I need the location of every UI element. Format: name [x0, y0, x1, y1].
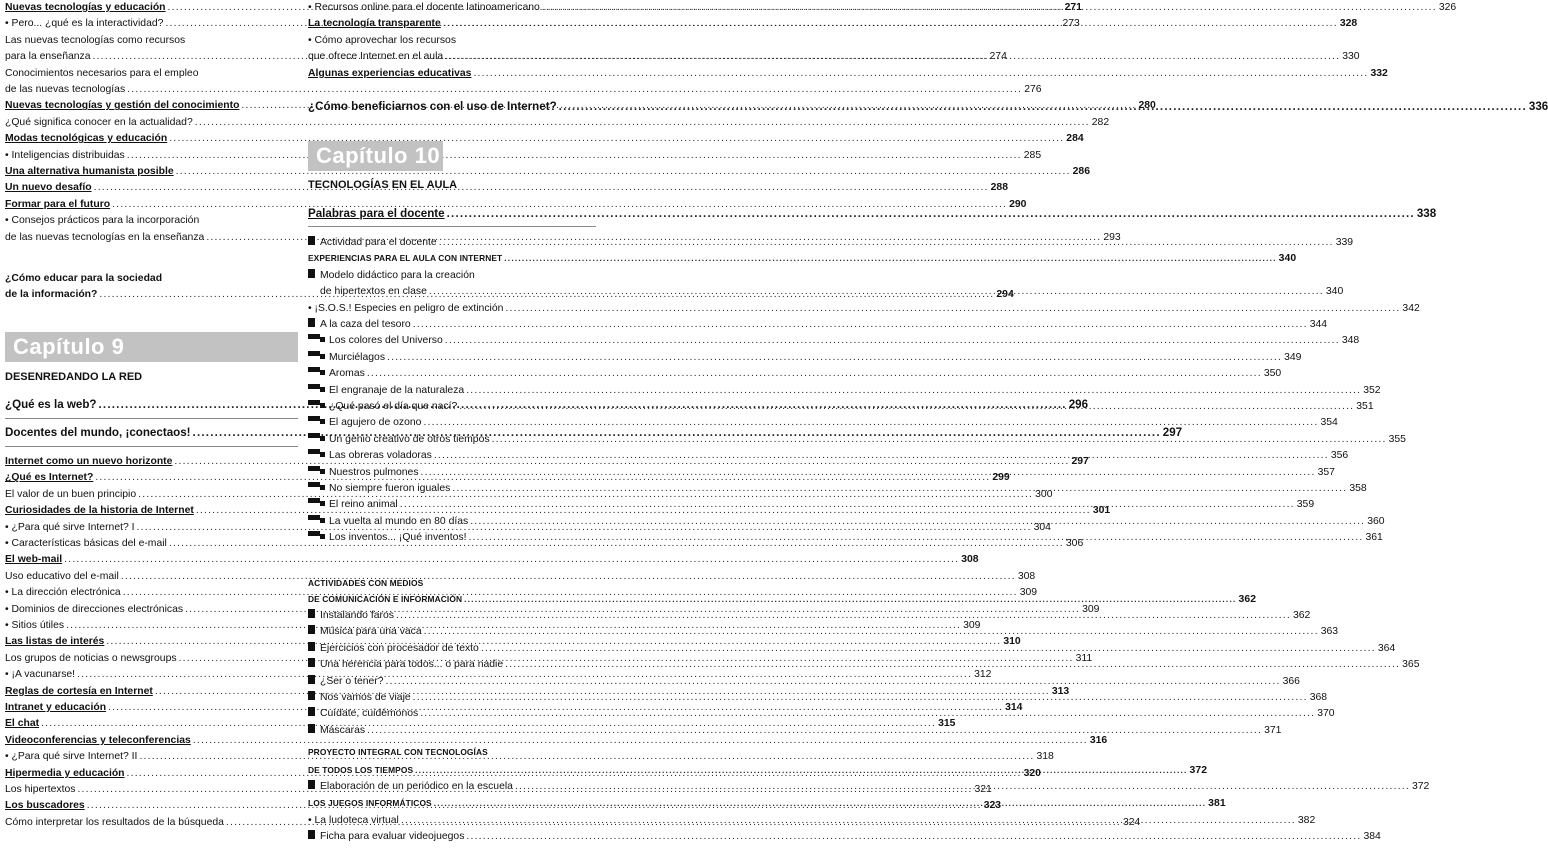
- entry-title: Conocimientos necesarios para el empleo: [5, 67, 199, 79]
- toc-entry-un-genio-creativo-de-otros-tiempos: [308, 433, 1406, 445]
- toc-entry-como-aprovechar-los-recursos: [308, 34, 596, 47]
- page-number: 314: [1005, 702, 1023, 713]
- activities-heading-line-1: ACTIVIDADES CON MEDIOS: [308, 578, 424, 588]
- small-square-bullet-icon: [320, 370, 325, 375]
- page-number: 324: [1122, 816, 1141, 828]
- square-bullet-icon: [308, 832, 315, 839]
- entry-title: Ficha para evaluar videojuegos: [320, 831, 465, 843]
- entry-title: Los grupos de noticias o newsgroups: [5, 652, 177, 664]
- toc-entry-palabras-para-el-docente: [308, 207, 1437, 220]
- entry-title: El valor de un buen principio: [5, 488, 137, 500]
- toc-entry-aromas: [308, 367, 1282, 380]
- page-number: 290: [1009, 198, 1027, 210]
- page-number: 358: [1349, 483, 1367, 494]
- page-number: 357: [1317, 466, 1335, 478]
- entry-title: Máscaras: [320, 724, 366, 736]
- entry-title: El chat: [5, 718, 40, 730]
- dot-leader: [367, 725, 1262, 736]
- page-number: 372: [1411, 781, 1430, 792]
- small-square-bullet-icon: [320, 534, 325, 539]
- dot-leader: [559, 100, 1527, 113]
- entry-title: EXPERIENCIAS PARA EL AULA CON INTERNET: [308, 253, 503, 264]
- page-number: 315: [938, 718, 956, 730]
- page-number: 366: [1282, 675, 1300, 687]
- chapter-10-header: Capítulo 10: [308, 141, 443, 171]
- page-number: 312: [974, 669, 992, 681]
- page-number: 293: [1103, 231, 1121, 243]
- dot-leader: [445, 335, 1340, 346]
- entry-title: No siempre fueron iguales: [329, 483, 451, 494]
- toc-entry-las-nuevas-tecnologias-como-recursos: [5, 34, 278, 47]
- dot-leader: [443, 17, 1338, 30]
- page-number: 271: [1064, 2, 1082, 13]
- square-bullet-icon: [308, 782, 315, 789]
- dot-leader: [94, 181, 989, 194]
- proyecto-heading-line-1: PROYECTO INTEGRAL CON TECNOLOGÍAS: [308, 747, 488, 757]
- toc-entry-ficha-para-evaluar-videojuegos: [308, 830, 1381, 843]
- entry-title: Nuevas tecnologías y gestión del conocimiento: [5, 100, 240, 112]
- entry-title: • Cómo aprovechar los recursos: [308, 34, 457, 46]
- entry-title: Los buscadores: [5, 800, 85, 812]
- entry-title: El reino animal: [329, 499, 398, 511]
- entry-title: Un nuevo desafío: [5, 182, 92, 194]
- toc-entry-experiencias-para-el-aula-con-internet: [308, 252, 1297, 265]
- square-bullet-icon: [308, 611, 315, 618]
- dot-leader: [367, 368, 1262, 379]
- entry-title: El agujero de ozono: [329, 417, 422, 429]
- square-bullet-icon: [308, 677, 315, 684]
- dot-leader: [481, 643, 1376, 654]
- toc-entry-s-o-s-especies-en-peligro-de-extincion: [308, 302, 1420, 315]
- entry-title: Intranet y educación: [5, 702, 107, 713]
- page-number: 330: [1342, 51, 1360, 63]
- square-bullet-icon: [308, 693, 315, 700]
- page-number: 311: [1075, 652, 1093, 664]
- entry-title: LOS JUEGOS INFORMÁTICOS: [308, 798, 432, 808]
- entry-title: Nuevas tecnologías y educación: [5, 2, 166, 13]
- toc-entry-los-colores-del-universo: [308, 334, 1360, 347]
- toc-entry-el-agujero-de-ozono: [308, 416, 1338, 429]
- square-bullet-icon: [308, 271, 315, 278]
- page-number: 350: [1263, 368, 1282, 380]
- entry-title: La vuelta al mundo en 80 días: [329, 515, 469, 527]
- entry-title: Reglas de cortesía en Internet: [5, 685, 153, 697]
- toc-entry-algunas-experiencias-educativas: [308, 67, 1388, 80]
- entry-title: Algunas experiencias educativas: [308, 67, 472, 79]
- entry-title: Nuestros pulmones: [329, 466, 419, 478]
- entry-title: DE COMUNICACIÓN E INFORMACIÓN: [308, 594, 463, 604]
- dot-leader: [466, 385, 1361, 396]
- entry-title: ¿Qué es la web?: [5, 398, 97, 411]
- entry-title: Actividad para el docente: [320, 237, 437, 248]
- entry-title: para la enseñanza: [5, 51, 91, 63]
- small-square-bullet-icon: [320, 337, 325, 342]
- dot-leader: [468, 532, 1363, 543]
- page-number: 273: [1062, 18, 1080, 30]
- page-number: 352: [1363, 384, 1381, 396]
- dot-leader: [396, 610, 1291, 621]
- small-square-bullet-icon: [320, 518, 325, 523]
- page-number: 364: [1377, 642, 1396, 654]
- entry-title: Nos vamos de viaje: [320, 692, 411, 703]
- page-number: 351: [1356, 401, 1374, 412]
- dot-leader: [121, 570, 1016, 583]
- entry-title: Un genio creativo de otros tiempos: [329, 433, 490, 445]
- dot-leader: [492, 434, 1387, 445]
- dot-leader: [195, 116, 1090, 129]
- page-number: 342: [1402, 302, 1420, 314]
- page-number: 308: [1017, 570, 1036, 582]
- page-number: 370: [1317, 708, 1335, 720]
- page-number: 276: [1024, 84, 1042, 95]
- page-number: 288: [990, 182, 1008, 194]
- entry-title: Curiosidades de la historia de Internet: [5, 505, 194, 517]
- dot-leader: [505, 302, 1400, 315]
- toc-entry-a-la-caza-del-tesoro: [308, 318, 1328, 330]
- entry-title: Las listas de interés: [5, 636, 105, 648]
- entry-title: • Características básicas del e-mail: [5, 538, 167, 549]
- page-number: 382: [1297, 815, 1316, 826]
- page-number: 381: [1208, 798, 1226, 809]
- page-number: 300: [1035, 488, 1053, 500]
- chapter-9-subtitle: DESENREDANDO LA RED: [5, 371, 143, 383]
- dot-leader: [470, 516, 1365, 527]
- page-number: 313: [1051, 685, 1070, 697]
- small-square-bullet-icon: [320, 436, 325, 441]
- page-number: 328: [1339, 18, 1358, 30]
- dot-leader: [473, 67, 1368, 80]
- entry-title: El engranaje de la naturaleza: [329, 384, 465, 396]
- small-square-bullet-icon: [320, 452, 325, 457]
- page-number: 309: [963, 620, 981, 631]
- small-square-bullet-icon: [320, 354, 325, 359]
- entry-title: • ¡S.O.S.! Especies en peligro de extinción: [308, 302, 504, 314]
- entry-title: • ¿Para qué sirve Internet? II: [5, 751, 138, 763]
- page-number: 332: [1370, 67, 1388, 79]
- dot-leader: [424, 626, 1319, 637]
- small-square-bullet-icon: [320, 469, 325, 474]
- entry-title: • La dirección electrónica: [5, 587, 121, 599]
- page-number: 349: [1284, 351, 1302, 363]
- entry-title: Hipermedia y educación: [5, 767, 125, 779]
- dot-leader: [542, 1, 1437, 14]
- page-number: 323: [983, 800, 1002, 812]
- dot-leader: [423, 417, 1318, 428]
- entry-title: Modelo didáctico para la creación: [320, 269, 475, 281]
- toc-entry-videoconferencias-y-teleconferencias: [5, 734, 1108, 747]
- page-number: 320: [1023, 767, 1041, 779]
- toc-entry-formar-para-el-futuro: [5, 198, 1027, 211]
- entry-title: ¿Qué es Internet?: [5, 472, 94, 484]
- entry-title: Ejercicios con procesador de texto: [320, 642, 479, 654]
- page-number: 371: [1264, 724, 1282, 736]
- square-bullet-icon: [308, 644, 315, 651]
- page-number: 384: [1363, 831, 1381, 843]
- page-number: 318: [1036, 751, 1054, 763]
- page-number: 321: [974, 784, 992, 795]
- section-divider: [5, 418, 298, 419]
- dot-leader: [434, 450, 1329, 461]
- entry-title: A la caza del tesoro: [320, 319, 411, 330]
- entry-title: Murciélagos: [329, 351, 386, 363]
- dot-leader: [413, 692, 1308, 703]
- entry-title: Las nuevas tecnologías como recursos: [5, 34, 186, 46]
- page-number: 365: [1402, 659, 1420, 671]
- entry-title: ¿Qué pasó el día que nací?: [329, 401, 458, 412]
- dot-leader: [447, 207, 1415, 220]
- square-bullet-icon: [308, 660, 315, 667]
- page-number: 280: [1138, 100, 1156, 112]
- page-number: 297: [1071, 456, 1089, 467]
- entry-title: Videoconferencias y teleconferencias: [5, 734, 191, 746]
- toc-entry-el-web-mail: [5, 553, 979, 566]
- small-square-bullet-icon: [320, 403, 325, 408]
- page-number: 338: [1416, 207, 1437, 220]
- entry-title: de las nuevas tecnologías en la enseñanza: [5, 231, 205, 243]
- section-divider: [5, 446, 298, 447]
- page-number: 326: [1438, 2, 1457, 13]
- entry-title: Cuídate, cuidémonos: [320, 708, 419, 720]
- square-bullet-icon: [308, 320, 315, 327]
- entry-title: Una herencia para todos... o para nadie: [320, 659, 504, 671]
- page-number: 354: [1320, 417, 1338, 429]
- toc-entry-modelo-didactico-para-la-creacion: [308, 269, 475, 281]
- entry-title: ¿Cómo beneficiarnos con el uso de Internet?: [308, 100, 557, 113]
- page-number: 309: [1082, 603, 1100, 615]
- small-square-bullet-icon: [320, 387, 325, 392]
- toc-entry-murcielagos: [308, 351, 1302, 363]
- toc-entry-modas-tecnologicas-y-educacion: [5, 132, 1084, 145]
- square-bullet-icon: [308, 238, 315, 245]
- dot-leader: [401, 814, 1296, 827]
- page-number: 285: [1023, 149, 1042, 161]
- page-number: 363: [1320, 626, 1339, 638]
- entry-title: DE TODOS LOS TIEMPOS: [308, 765, 414, 775]
- entry-title: Aromas: [329, 368, 365, 380]
- page-number: 286: [1072, 166, 1090, 177]
- page-number: 282: [1091, 116, 1110, 128]
- page-number: 299: [992, 472, 1010, 484]
- page-number: 304: [1033, 521, 1051, 533]
- page-number: 294: [996, 289, 1014, 300]
- page-number: 361: [1365, 532, 1383, 544]
- entry-title: • Inteligencias distribuidas: [5, 149, 125, 161]
- page-number: 310: [1003, 636, 1021, 648]
- entry-title: Las obreras voladoras: [329, 450, 432, 462]
- entry-title: • Pero... ¿qué es la interactividad?: [5, 18, 164, 30]
- dot-leader: [459, 401, 1354, 412]
- dot-leader: [505, 659, 1400, 670]
- dot-leader: [139, 750, 1034, 763]
- dot-leader: [386, 676, 1281, 687]
- dot-leader: [504, 252, 1276, 265]
- page-number: 308: [961, 554, 979, 566]
- question-line-1: ¿Cómo educar para la sociedad: [5, 273, 163, 284]
- entry-title: Palabras para el docente: [308, 207, 445, 220]
- page-number: 344: [1309, 319, 1328, 330]
- dot-leader: [420, 708, 1315, 719]
- dot-leader: [515, 781, 1410, 792]
- dot-leader: [387, 352, 1282, 363]
- entry-title: Elaboración de un periódico en la escuela: [320, 781, 513, 792]
- entry-title: Instalando faros: [320, 610, 394, 621]
- dot-leader: [421, 467, 1316, 478]
- entry-title: que ofrece Internet en el aula: [308, 51, 444, 63]
- dot-leader: [415, 764, 1187, 777]
- entry-title: ¿Ser o tener?: [320, 675, 384, 687]
- entry-title: • ¿Para qué sirve Internet? I: [5, 521, 135, 533]
- entry-title: • Recursos online para el docente latinoamericano: [308, 2, 540, 13]
- entry-title: Uso educativo del e-mail: [5, 570, 119, 582]
- entry-title: de hipertextos en clase: [320, 286, 427, 298]
- chapter-9-header: Capítulo 9: [5, 332, 298, 362]
- entry-title: Modas tecnológicas y educación: [5, 133, 168, 145]
- page-number: 368: [1309, 692, 1328, 703]
- toc-entry-conocimientos-necesarios-para-el-empleo: [5, 67, 278, 80]
- dot-leader: [400, 499, 1295, 510]
- square-bullet-icon: [308, 709, 315, 716]
- entry-title: • Consejos prácticos para la incorporación: [5, 215, 200, 227]
- dot-leader: [464, 593, 1236, 606]
- page-number: 359: [1296, 499, 1315, 511]
- page-number: 340: [1325, 286, 1344, 298]
- entry-title: La tecnología transparente: [308, 18, 441, 30]
- toc-entry-de-las-nuevas-tecnologias: [5, 83, 1042, 96]
- entry-title: El web-mail: [5, 554, 63, 566]
- page-number: 284: [1066, 133, 1084, 145]
- page-number: 348: [1341, 335, 1360, 347]
- entry-title: • Dominios de direcciones electrónicas: [5, 603, 184, 615]
- entry-title: de las nuevas tecnologías: [5, 84, 126, 95]
- entry-title: Cómo interpretar los resultados de la búsqueda: [5, 816, 224, 828]
- toc-entry-una-alternativa-humanista-posible: [5, 165, 1090, 178]
- page-number: 340: [1278, 253, 1297, 265]
- page-number: 336: [1528, 100, 1548, 113]
- entry-title: Los hipertextos: [5, 784, 76, 795]
- dot-leader: [445, 50, 1340, 63]
- page-number: 360: [1367, 515, 1385, 527]
- page-number: 356: [1330, 450, 1349, 462]
- section-divider: [308, 226, 596, 227]
- entry-title: Internet como un nuevo horizonte: [5, 456, 173, 467]
- page-number: 296: [1068, 398, 1089, 411]
- page-number: 301: [1092, 505, 1111, 517]
- dot-leader: [64, 553, 959, 566]
- page-number: 362: [1238, 594, 1257, 605]
- small-square-bullet-icon: [320, 485, 325, 490]
- entry-title: Una alternativa humanista posible: [5, 166, 174, 177]
- page-number: 297: [1162, 426, 1183, 439]
- entry-title: Los inventos... ¡Qué inventos!: [329, 532, 467, 544]
- page-number: 316: [1089, 734, 1108, 746]
- dot-leader: [434, 797, 1206, 810]
- entry-title: Formar para el futuro: [5, 198, 111, 210]
- small-square-bullet-icon: [320, 501, 325, 506]
- toc-entry-consejos-practicos-para-la-incorporacion: [5, 214, 278, 227]
- dot-leader: [413, 319, 1308, 330]
- dot-leader: [429, 285, 1324, 298]
- page-number: 339: [1335, 237, 1354, 248]
- dot-leader: [169, 132, 1064, 145]
- entry-title: Los colores del Universo: [329, 335, 443, 347]
- small-square-bullet-icon: [320, 419, 325, 424]
- entry-title: Música para una vaca: [320, 626, 422, 638]
- page-number: 274: [989, 51, 1007, 63]
- square-bullet-icon: [308, 627, 315, 634]
- entry-title: • ¡A vacunarse!: [5, 669, 76, 681]
- page-number: 309: [1019, 587, 1038, 599]
- toc-entry-que-significa-conocer-en-la-actualidad: [5, 116, 1110, 129]
- page-number: 372: [1189, 765, 1208, 776]
- page-number: 355: [1388, 433, 1406, 445]
- page-number: 306: [1065, 538, 1084, 549]
- entry-title: • Sitios útiles: [5, 620, 65, 631]
- entry-title: • La ludoteca virtual: [308, 815, 399, 826]
- page-number: 362: [1292, 610, 1311, 621]
- square-bullet-icon: [308, 726, 315, 733]
- toc-entry-el-engranaje-de-la-naturaleza: [308, 384, 1381, 396]
- entry-title: ¿Qué significa conocer en la actualidad?: [5, 116, 193, 128]
- dot-leader: [439, 237, 1334, 248]
- entry-title: de la información?: [5, 289, 98, 300]
- entry-title: Docentes del mundo, ¡conectaos!: [5, 426, 191, 439]
- dot-leader: [452, 483, 1347, 494]
- chapter-10-subtitle: TECNOLOGÍAS EN EL AULA: [308, 179, 458, 191]
- dot-leader: [127, 83, 1022, 96]
- dot-leader: [466, 831, 1361, 842]
- dot-leader: [127, 149, 1022, 162]
